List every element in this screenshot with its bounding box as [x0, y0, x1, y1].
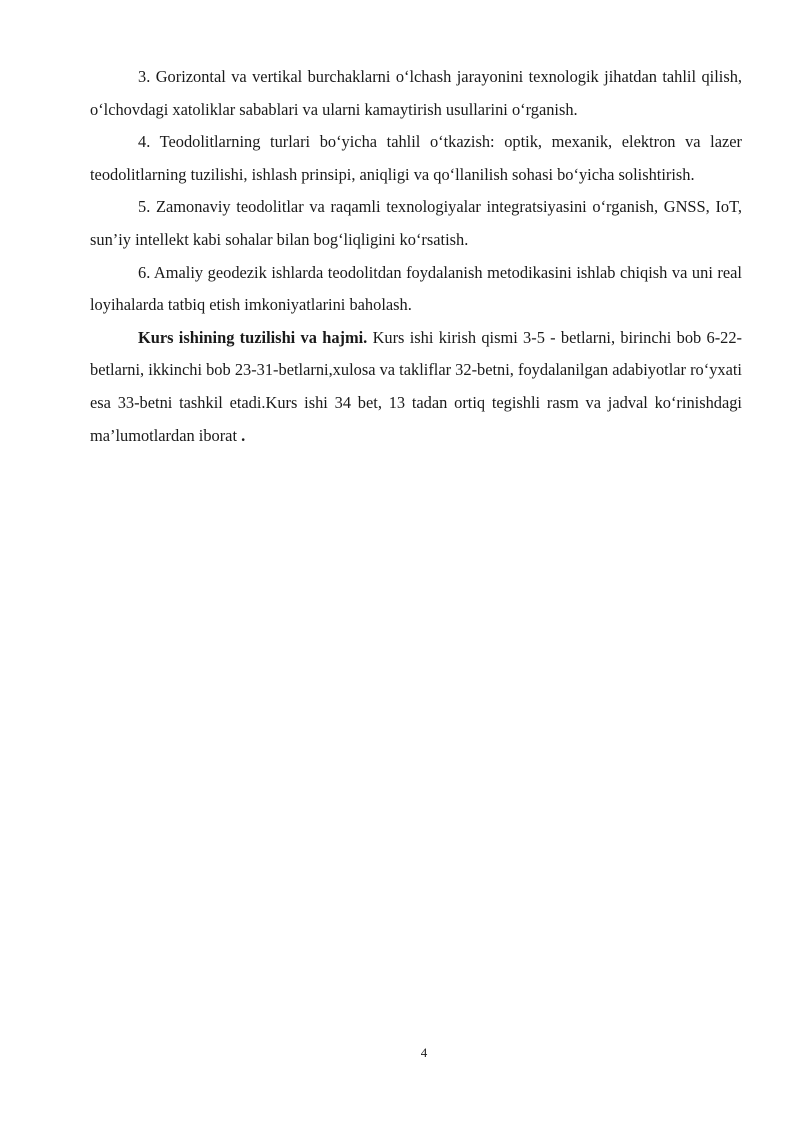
structure-end-dot: .	[241, 425, 246, 445]
page-number: 4	[420, 1045, 428, 1060]
paragraph-item-5: 5. Zamonaviy teodolitlar va raqamli texnologiyalar integratsiyasini o‘rganish, GNSS, IoT, sun’iy intellekt kabi sohalar bilan bog‘liqligini ko‘rsatish.	[90, 197, 742, 249]
paragraph-item-4: 4. Teodolitlarning turlari bo‘yicha tahlil o‘tkazish: optik, mexanik, elektron va lazer teodolitlarning tuzilishi, ishlash prinsipi, aniqligi va qo‘llanilish sohasi bo‘yicha solishtirish.	[90, 132, 742, 184]
document-body	[90, 61, 742, 452]
structure-heading: Kurs ishining tuzilishi va hajmi.	[138, 327, 368, 347]
structure-paragraph	[90, 322, 742, 452]
paragraph-item-6: 6. Amaliy geodezik ishlarda teodolitdan foydalanish metodikasini ishlab chiqish va uni real loyihalarda tatbiq etish imkoniyatlarini baholash.	[90, 262, 742, 315]
paragraph-item-3: 3. Gorizontal va vertikal burchaklarni o‘lchash jarayonini texnologik jihatdan tahlil qilish, o‘lchovdagi xatoliklar sabablari va ularni kamaytirish usullarini o‘rganish.	[90, 67, 742, 119]
structure-text: Kurs ishi kirish qismi 3-5 - betlarni, birinchi bob 6-22-betlarni, ikkinchi bob 23-31-betlarni,xulosa va takliflar 32-betni, foydalanilgan adabiyotlar ro‘yxati esa 33-betni tashkil etadi.Kurs ishi 34 bet, 13 tadan ortiq tegishli rasm va jadval ko‘rinishdagi ma’lumotlardan iborat	[90, 327, 743, 445]
